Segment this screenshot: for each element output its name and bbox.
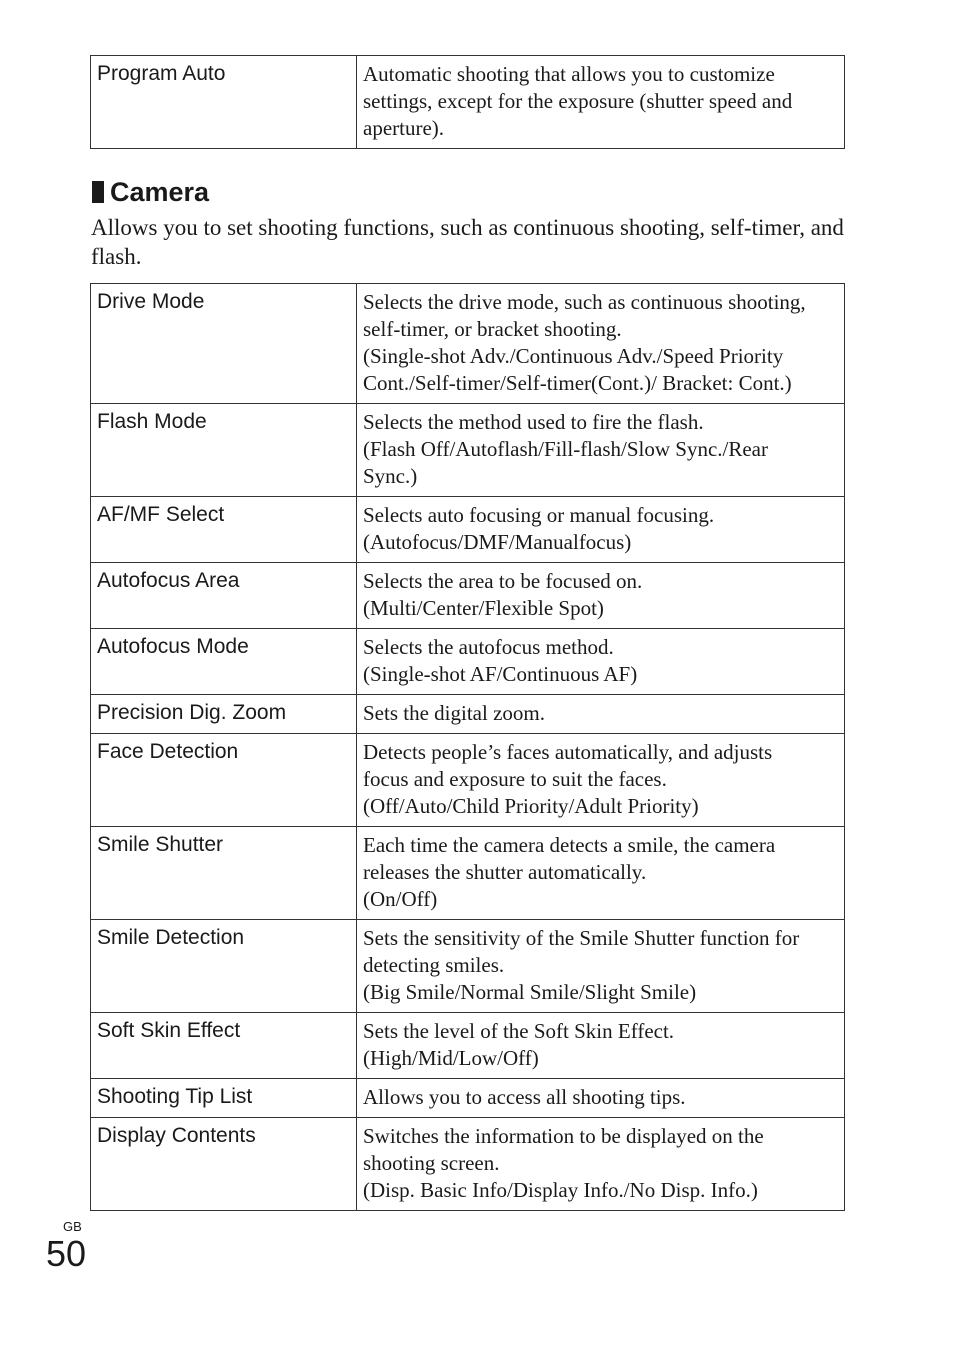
setting-name: Smile Detection [91,920,357,1013]
setting-name: Drive Mode [91,284,357,404]
table-row [91,920,845,1013]
description-line: Automatic shooting that allows you to customize [363,62,775,86]
setting-description [357,563,845,629]
setting-name: Shooting Tip List [91,1079,357,1118]
description-line: Each time the camera detects a smile, the camera [363,833,776,857]
description-line: self-timer, or bracket shooting. [363,317,622,341]
setting-description [357,284,845,404]
description-line: focus and exposure to suit the faces. [363,767,667,791]
setting-description [357,1079,845,1118]
setting-description [357,56,845,149]
description-line: (Disp. Basic Info/Display Info./No Disp. Info.) [363,1178,758,1202]
setting-description [357,734,845,827]
table-row [91,563,845,629]
description-line: (Flash Off/Autoflash/Fill-flash/Slow Sync./Rear [363,437,768,461]
description-line: Cont./Self-timer/Self-timer(Cont.)/ Bracket: Cont.) [363,371,792,395]
setting-description [357,497,845,563]
section-intro: Allows you to set shooting functions, such as continuous shooting, self-timer, and flash. [91,215,844,269]
description-line: Sets the digital zoom. [363,701,545,725]
table-row [91,1013,845,1079]
program-auto-table-body [91,56,845,149]
table-row [91,827,845,920]
setting-description [357,827,845,920]
table-row [91,284,845,404]
setting-name: Soft Skin Effect [91,1013,357,1079]
setting-name: Precision Dig. Zoom [91,695,357,734]
table-row [91,497,845,563]
description-line: Detects people’s faces automatically, and adjusts [363,740,773,764]
setting-name: Program Auto [91,56,357,149]
table-row [91,56,845,149]
page-number: 50 [46,1233,87,1274]
camera-settings-table-body [91,284,845,1211]
setting-description [357,629,845,695]
setting-description [357,920,845,1013]
setting-name: Autofocus Mode [91,629,357,695]
description-line: (Multi/Center/Flexible Spot) [363,596,604,620]
description-line: releases the shutter automatically. [363,860,647,884]
setting-name: Display Contents [91,1118,357,1211]
description-line: (High/Mid/Low/Off) [363,1046,539,1070]
description-line: Selects auto focusing or manual focusing. [363,503,715,527]
setting-name: AF/MF Select [91,497,357,563]
description-line: Selects the autofocus method. [363,635,614,659]
description-line: aperture). [363,116,445,140]
description-line: Allows you to access all shooting tips. [363,1085,686,1109]
table-row [91,1118,845,1211]
camera-settings-table [90,283,845,1211]
description-line: (Off/Auto/Child Priority/Adult Priority) [363,794,699,818]
description-line: (On/Off) [363,887,438,911]
description-line: Selects the drive mode, such as continuous shooting, [363,290,806,314]
description-line: shooting screen. [363,1151,500,1175]
description-line: Sets the sensitivity of the Smile Shutter function for [363,926,800,950]
table-row [91,1079,845,1118]
description-line: Switches the information to be displayed on the [363,1124,764,1148]
description-line: (Single-shot Adv./Continuous Adv./Speed Priority [363,344,784,368]
description-line: detecting smiles. [363,953,505,977]
description-line: Selects the method used to fire the flash. [363,410,704,434]
section-title: Camera [110,177,210,207]
setting-description [357,1013,845,1079]
region-code: GB [63,1219,82,1234]
table-row [91,734,845,827]
description-line: (Single-shot AF/Continuous AF) [363,662,638,686]
setting-description [357,404,845,497]
setting-description [357,1118,845,1211]
setting-name: Autofocus Area [91,563,357,629]
section-marker-icon [92,181,104,203]
description-line: (Autofocus/DMF/Manualfocus) [363,530,632,554]
description-line: settings, except for the exposure (shutter speed and [363,89,793,113]
description-line: Sets the level of the Soft Skin Effect. [363,1019,675,1043]
description-line: Sync.) [363,464,418,488]
camera-section-heading [90,175,845,209]
setting-description [357,695,845,734]
description-line: Selects the area to be focused on. [363,569,643,593]
description-line: (Big Smile/Normal Smile/Slight Smile) [363,980,697,1004]
setting-name: Face Detection [91,734,357,827]
page-content [90,55,845,1211]
setting-name: Smile Shutter [91,827,357,920]
setting-name: Flash Mode [91,404,357,497]
program-auto-table [90,55,845,149]
table-row [91,404,845,497]
table-row [91,695,845,734]
table-row [91,629,845,695]
